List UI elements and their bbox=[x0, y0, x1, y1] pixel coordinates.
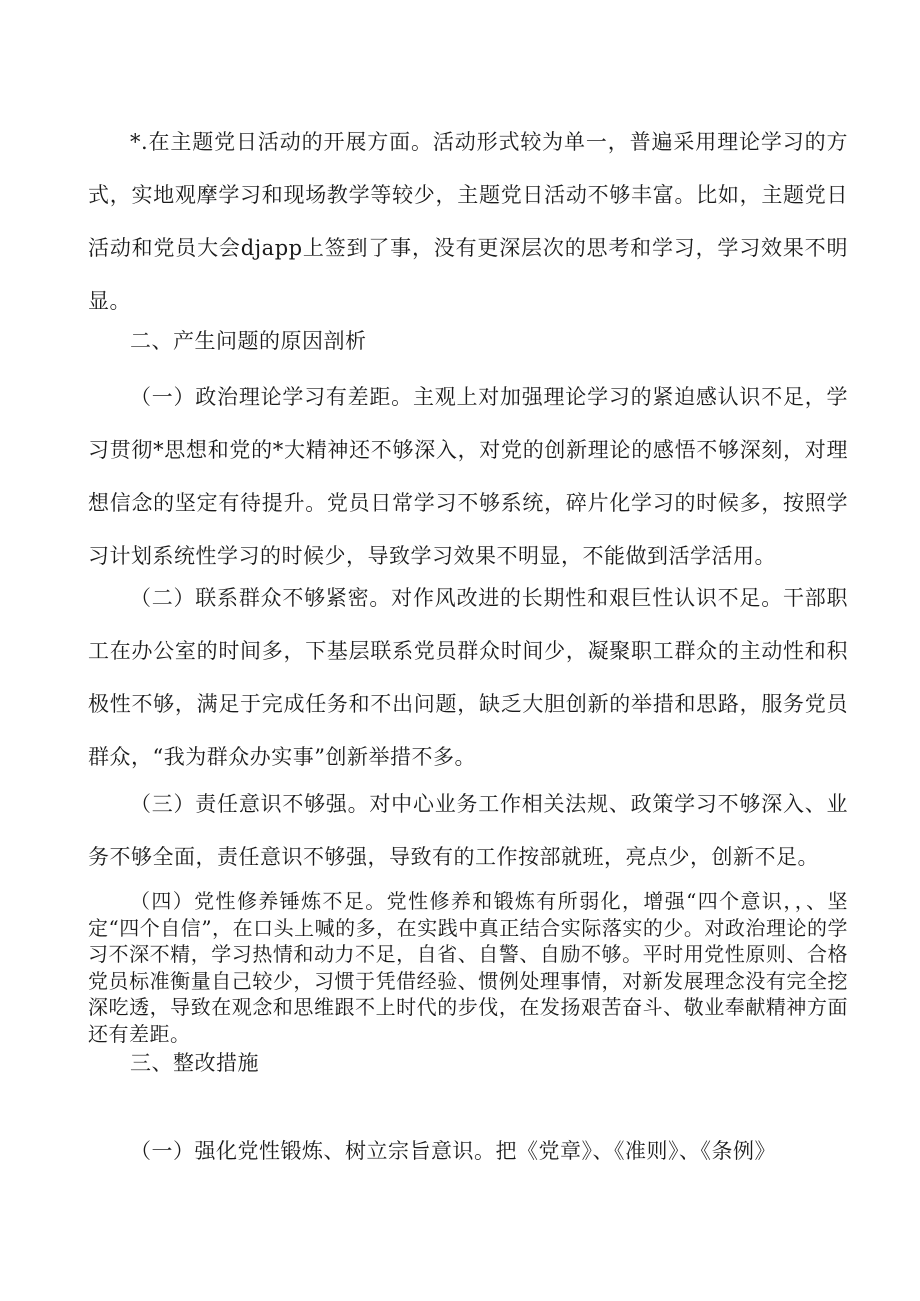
paragraph-cause-responsibility: （三）责任意识不够强。对中心业务工作相关法规、政策学习不够深入、业务不够全面，责任意识不够强，导致有的工作按部就班，亮点少，创新不足。 bbox=[88, 792, 848, 869]
paragraph-cause-party-spirit: （四）党性修养锤炼不足。党性修养和锻炼有所弱化，增强“四个意识，，、坚定“四个自信”，在口头上喊的多，在实践中真正结合实际落实的少。对政治理论的学习不深不精，学习热情和动力不足，自省、自警、自励不够。平时用党性原则、合格党员标准衡量自己较少，习惯于凭借经验、惯例处理事情，对新发展理念没有完全挖深吃透，导致在观念和思维跟不上时代的步伐，在发扬艰苦奋斗、敬业奉献精神方面还有差距。 bbox=[88, 889, 848, 1046]
paragraph-theme-party-day: *.在主题党日活动的开展方面。活动形式较为单一，普遍采用理论学习的方式，实地观摩学习和现场教学等较少，主题党日活动不够丰富。比如，主题党日活动和党员大会djapp上签到了事，没有更深层次的思考和学习，学习效果不明显。 bbox=[88, 130, 848, 313]
paragraph-cause-mass-contact: （二）联系群众不够紧密。对作风改进的长期性和艰巨性认识不足。干部职工在办公室的时间多，下基层联系党员群众时间少，凝聚职工群众的主动性和积极性不够，满足于完成任务和不出问题，缺乏大胆创新的举措和思路，服务党员群众，“我为群众办实事”创新举措不多。 bbox=[88, 586, 848, 769]
paragraph-measure-party-spirit: （一）强化党性锻炼、树立宗旨意识。把《党章》、《准则》、《条例》 bbox=[130, 1139, 776, 1163]
section-heading-measures: 三、整改措施 bbox=[130, 1051, 259, 1075]
paragraph-cause-theory-study: （一）政治理论学习有差距。主观上对加强理论学习的紧迫感认识不足，学习贯彻*思想和党的*大精神还不够深入，对党的创新理论的感悟不够深刻，对理想信念的坚定有待提升。党员日常学习不够系统，碎片化学习的时候多，按照学习计划系统性学习的时候少，导致学习效果不明显，不能做到活学活用。 bbox=[88, 385, 848, 568]
section-heading-causes: 二、产生问题的原因剖析 bbox=[130, 329, 367, 353]
